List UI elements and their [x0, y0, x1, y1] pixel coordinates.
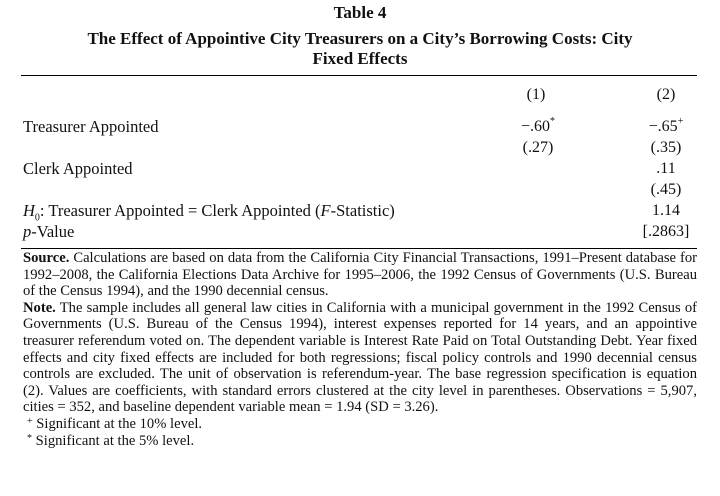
se-clerk-col2: (.45): [650, 181, 682, 198]
h-symbol: H: [23, 201, 35, 220]
sig-mark: *: [550, 116, 556, 127]
bottom-rule: [21, 248, 697, 249]
table-notes: [23, 250, 697, 449]
top-rule: [21, 75, 697, 76]
significance-note-10: [23, 416, 697, 433]
h0-label-part: : Treasurer Appointed = Clerk Appointed (: [39, 201, 321, 220]
row-label-h0-test: [23, 201, 395, 223]
significance-note-5: [23, 433, 697, 450]
se-treasurer-col1: (.27): [522, 139, 554, 156]
h-subscript: 0: [34, 212, 40, 224]
sig10-text: Significant at the 10% level.: [32, 415, 203, 432]
coef-clerk-col2: .11: [656, 160, 676, 177]
pvalue-label: -Value: [31, 222, 75, 241]
sig-mark: +: [27, 415, 33, 427]
sig-mark: *: [27, 432, 32, 444]
sig-mark: +: [677, 116, 684, 127]
coef-treasurer-col1: [498, 118, 578, 136]
row-label-clerk: Clerk Appointed: [23, 159, 133, 178]
coef-value: −.65: [648, 118, 678, 135]
general-note: [23, 300, 697, 416]
note-text: The sample includes all general law cities in California with a municipal government in the 1992 Census of Governments (U.S. Bureau of the Census 1994), interest expenses reported for 14 years, and an appointive treasurer referendum voted on. The dependent variable is Interest Rate Paid on Total Outstanding Debt. Year fixed effects and city fixed effects are included for both regressions; fiscal policy controls and 1990 decennial census controls are excluded. The unit of observation is referendum-year. The base regression specification is equation (2). Values are coefficients, with standard errors clustered at the city level in parentheses. Observations = 5,907, cities = 352, and baseline dependent variable mean = 1.94 (SD = 3.26).: [23, 299, 697, 416]
table-title: The Effect of Appointive City Treasurers on a City’s Borrowing Costs: City Fixed Effects: [87, 29, 633, 68]
note-heading: Note.: [23, 299, 56, 316]
h0-label-part: -Statistic): [330, 201, 395, 220]
f-statistic-col2: 1.14: [652, 202, 680, 219]
row-label-treasurer: Treasurer Appointed: [23, 117, 159, 136]
source-note: [23, 250, 697, 300]
source-text: Calculations are based on data from the California City Financial Transactions, 1991–Present database for 1992–2008, the California Elections Data Archive for 1995–2006, the 1992 Census of Governments (U.S. Bureau of the Census 1994), and the 1990 decennial census.: [23, 250, 697, 300]
f-symbol: F: [320, 201, 331, 220]
pvalue-col2: [.2863]: [642, 223, 690, 240]
sig5-text: Significant at the 5% level.: [32, 432, 195, 449]
se-treasurer-col2: (.35): [650, 139, 682, 156]
row-label-pvalue: [23, 222, 74, 242]
table-number: Table 4: [333, 3, 387, 22]
p-symbol: p: [23, 222, 32, 241]
column-header-2: (2): [656, 86, 676, 103]
column-header-1: (1): [526, 86, 546, 103]
source-heading: Source.: [23, 250, 70, 266]
table-caption: [0, 0, 720, 69]
coef-treasurer-col2: [626, 118, 706, 136]
coef-value: −.60: [520, 118, 551, 135]
